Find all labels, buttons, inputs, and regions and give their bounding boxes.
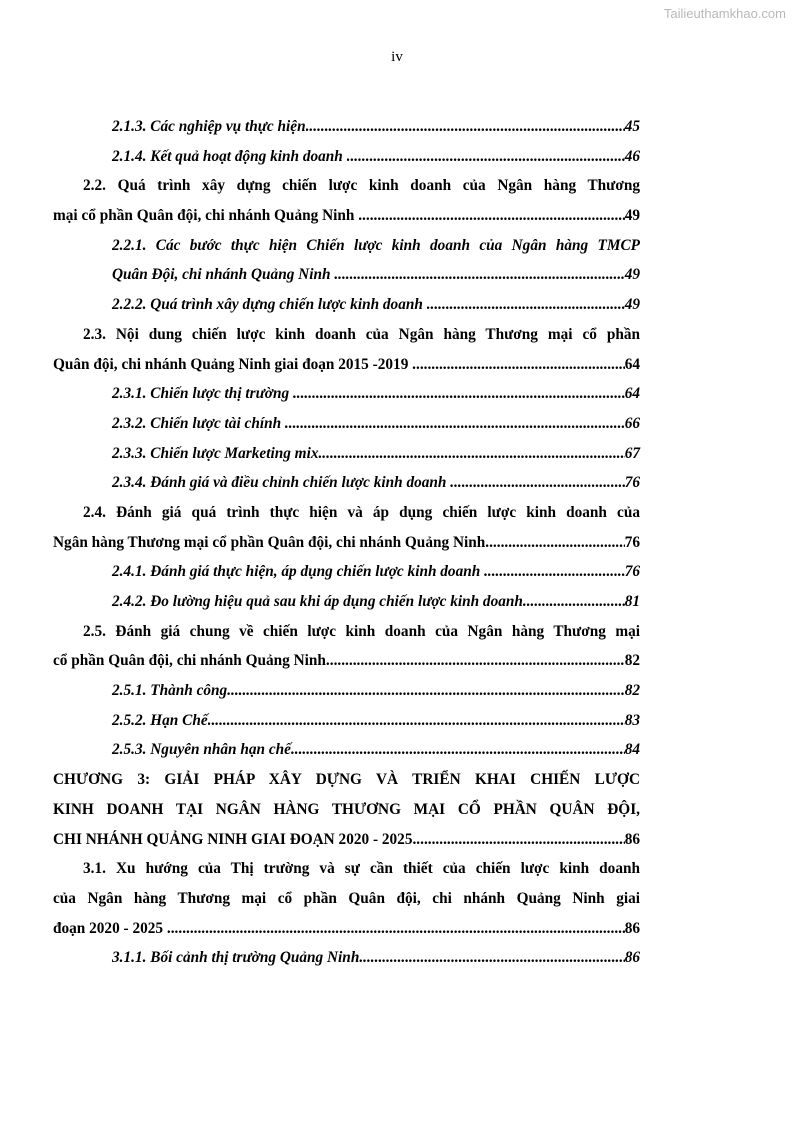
toc-page-number: 66 bbox=[624, 414, 640, 432]
toc-entry-last-line bbox=[112, 112, 640, 142]
leader-dots bbox=[523, 587, 625, 617]
leader-dots bbox=[334, 260, 624, 290]
toc-entry-title: đoạn 2020 - 2025 bbox=[53, 919, 167, 937]
leader-dots bbox=[358, 201, 624, 231]
toc-page-number: 76 bbox=[624, 474, 640, 492]
toc-page-number: 81 bbox=[624, 593, 640, 610]
toc-page-number: 83 bbox=[624, 711, 640, 729]
toc-page-number: 86 bbox=[624, 919, 640, 937]
watermark: Tailieuthamkhao.com bbox=[663, 6, 786, 21]
toc-entry-last-line bbox=[53, 825, 640, 855]
toc-entry-last-line bbox=[112, 379, 640, 409]
leader-dots bbox=[484, 557, 625, 587]
leader-dots bbox=[450, 468, 624, 498]
toc-entry-last-line bbox=[53, 528, 640, 558]
leader-dots bbox=[291, 735, 625, 765]
toc-entry-title: 2.1.3. Các nghiệp vụ thực hiện bbox=[112, 118, 306, 135]
leader-dots bbox=[485, 528, 624, 558]
toc-entry-title: 2.4.1. Đánh giá thực hiện, áp dụng chiến lược kinh doanh bbox=[112, 563, 485, 581]
toc-entry-line: CHƯƠNG 3: GIẢI PHÁP XÂY DỰNG VÀ TRIỂN KHAI CHIẾN LƯỢC bbox=[53, 771, 640, 789]
leader-dots bbox=[359, 943, 624, 973]
toc-entry[interactable] bbox=[0, 171, 794, 230]
toc-entry[interactable] bbox=[0, 735, 794, 765]
toc-entry[interactable] bbox=[0, 468, 794, 498]
toc-entry-title: 2.2.2. Quá trình xây dựng chiến lược kinh doanh bbox=[112, 296, 427, 314]
toc-entry-line: KINH DOANH TẠI NGÂN HÀNG THƯƠNG MẠI CỔ PHẦN QUÂN ĐỘI, bbox=[53, 800, 640, 818]
toc-page-number: 86 bbox=[624, 830, 640, 848]
toc-entry-line: của Ngân hàng Thương mại cổ phần Quân đội, chi nhánh Quảng Ninh giai bbox=[53, 889, 640, 907]
toc-entry[interactable] bbox=[0, 379, 794, 409]
toc-entry-last-line bbox=[53, 646, 640, 676]
toc-page-number: 82 bbox=[624, 652, 640, 670]
toc-page-number: 84 bbox=[624, 741, 640, 759]
leader-dots bbox=[318, 439, 624, 469]
toc-entry[interactable] bbox=[0, 557, 794, 587]
toc-page-number: 49 bbox=[624, 296, 640, 314]
leader-dots bbox=[347, 142, 625, 172]
toc-page-number: 49 bbox=[624, 266, 640, 284]
toc-entry-title: 2.1.4. Kết quả hoạt động kinh doanh bbox=[112, 147, 347, 165]
toc-entry-title: mại cổ phần Quân đội, chi nhánh Quảng Ninh bbox=[53, 207, 359, 225]
page-number: iv bbox=[391, 49, 403, 65]
leader-dots bbox=[412, 350, 625, 380]
toc-entry[interactable] bbox=[0, 142, 794, 172]
toc-page-number: 46 bbox=[624, 147, 640, 165]
toc-entry[interactable] bbox=[0, 676, 794, 706]
toc-entry[interactable] bbox=[0, 409, 794, 439]
toc-entry[interactable] bbox=[0, 498, 794, 557]
toc-entry-title: cổ phần Quân đội, chi nhánh Quảng Ninh bbox=[53, 652, 326, 670]
toc-entry-last-line bbox=[112, 439, 640, 469]
toc-page-number: 49 bbox=[624, 207, 640, 225]
toc-entry-title: 2.3.2. Chiến lược tài chính bbox=[112, 414, 285, 432]
toc-page-number: 67 bbox=[624, 444, 640, 462]
toc-entry-last-line bbox=[53, 201, 640, 231]
toc-page-number: 86 bbox=[624, 949, 640, 967]
toc-entry-title: 3.1.1. Bối cảnh thị trường Quảng Ninh bbox=[112, 949, 360, 967]
toc-entry-last-line bbox=[112, 468, 640, 498]
toc-entry-last-line bbox=[53, 350, 640, 380]
leader-dots bbox=[293, 379, 625, 409]
toc-entry-last-line bbox=[112, 557, 640, 587]
toc-entry-last-line bbox=[112, 676, 640, 706]
toc-entry-line: 2.2.1. Các bước thực hiện Chiến lược kinh doanh của Ngân hàng TMCP bbox=[112, 236, 640, 254]
toc-entry-line: 2.5. Đánh giá chung về chiến lược kinh doanh của Ngân hàng Thương mại bbox=[83, 622, 640, 640]
toc-entry-last-line bbox=[112, 290, 640, 320]
toc-entry-title: 2.5.2. Hạn Chế bbox=[112, 711, 208, 729]
toc-page-number: 76 bbox=[624, 533, 640, 551]
toc-entry-last-line bbox=[112, 943, 640, 973]
toc-entry-title: Ngân hàng Thương mại cổ phần Quân đội, chi nhánh Quảng Ninh bbox=[53, 533, 486, 551]
toc-entry-line: 2.4. Đánh giá quá trình thực hiện và áp dụng chiến lược kinh doanh của bbox=[83, 503, 640, 521]
toc-entry-line: 3.1. Xu hướng của Thị trường và sự cần thiết của chiến lược kinh doanh bbox=[83, 860, 640, 878]
toc-entry-title: 2.3.1. Chiến lược thị trường bbox=[112, 385, 293, 403]
toc-entry-title: 2.3.3. Chiến lược Marketing mix bbox=[112, 444, 319, 462]
toc-entry[interactable] bbox=[0, 439, 794, 469]
toc-entry[interactable] bbox=[0, 706, 794, 736]
toc-entry-last-line bbox=[112, 587, 640, 617]
toc-entry[interactable] bbox=[0, 587, 794, 617]
toc-entry-last-line bbox=[112, 142, 640, 172]
toc-entry[interactable] bbox=[0, 943, 794, 973]
leader-dots bbox=[227, 676, 625, 706]
leader-dots bbox=[412, 825, 624, 855]
toc-entry[interactable] bbox=[0, 290, 794, 320]
toc-entry-title: CHI NHÁNH QUẢNG NINH GIAI ĐOẠN 2020 - 2025 bbox=[53, 830, 413, 848]
leader-dots bbox=[326, 646, 625, 676]
leader-dots bbox=[306, 112, 625, 142]
leader-dots bbox=[427, 290, 625, 320]
toc-entry[interactable] bbox=[0, 231, 794, 290]
toc-entry[interactable] bbox=[0, 854, 794, 943]
toc-page-number: 64 bbox=[624, 355, 640, 373]
toc-entry-title: Quân Đội, chi nhánh Quảng Ninh bbox=[112, 266, 335, 284]
toc-entry-title: 2.3.4. Đánh giá và điều chỉnh chiến lược kinh doanh bbox=[112, 474, 451, 492]
toc-page-number: 82 bbox=[624, 682, 640, 700]
toc-page-number: 76 bbox=[624, 563, 640, 581]
toc-page-number: 64 bbox=[624, 385, 640, 403]
toc-entry-title: 2.5.1. Thành công bbox=[112, 682, 228, 700]
table-of-contents bbox=[0, 112, 794, 973]
toc-entry[interactable] bbox=[0, 112, 794, 142]
toc-entry-line: 2.3. Nội dung chiến lược kinh doanh của Ngân hàng Thương mại cổ phần bbox=[83, 325, 640, 343]
toc-entry[interactable] bbox=[0, 765, 794, 854]
toc-entry-title: Quân đội, chi nhánh Quảng Ninh giai đoạn 2015 -2019 bbox=[53, 355, 413, 373]
toc-entry-last-line bbox=[112, 409, 640, 439]
toc-entry-title: 2.4.2. Đo lường hiệu quả sau khi áp dụng chiến lược kinh doanh bbox=[112, 593, 523, 610]
toc-entry[interactable] bbox=[0, 617, 794, 676]
leader-dots bbox=[167, 914, 625, 944]
toc-entry-last-line bbox=[112, 706, 640, 736]
toc-entry-last-line bbox=[112, 735, 640, 765]
toc-entry-last-line bbox=[112, 260, 640, 290]
toc-entry-line: 2.2. Quá trình xây dựng chiến lược kinh doanh của Ngân hàng Thương bbox=[83, 177, 640, 195]
leader-dots bbox=[208, 706, 625, 736]
toc-page-number: 45 bbox=[624, 118, 640, 135]
toc-entry-last-line bbox=[53, 914, 640, 944]
toc-entry[interactable] bbox=[0, 320, 794, 379]
leader-dots bbox=[285, 409, 625, 439]
toc-entry-title: 2.5.3. Nguyên nhân hạn chế bbox=[112, 741, 291, 759]
